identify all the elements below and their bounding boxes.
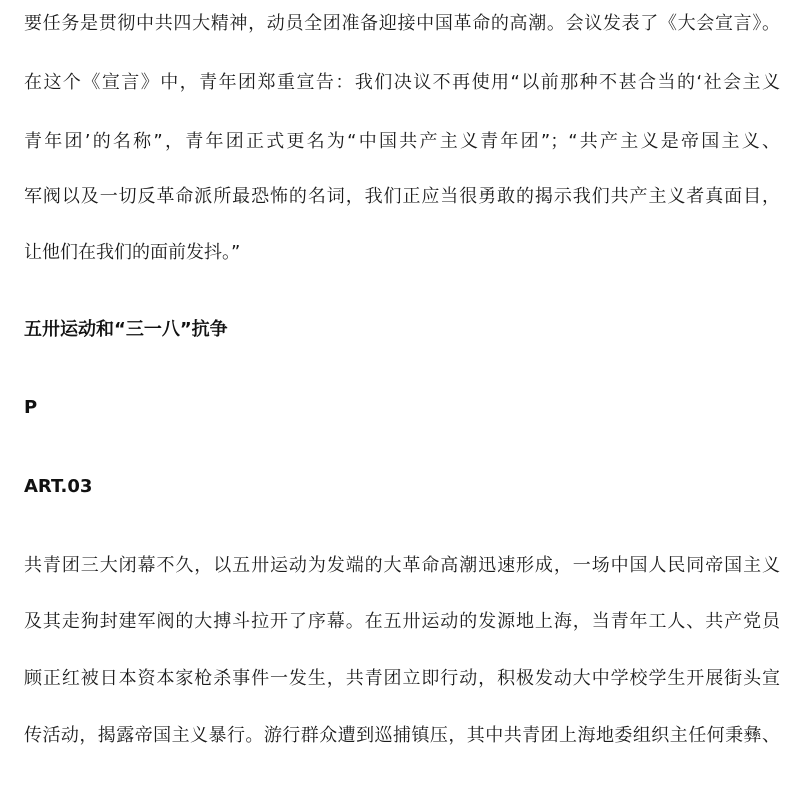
paragraph-2-line-4: 传活动，揭露帝国主义暴行。游行群众遭到巡捕镇压，其中共青团上海地委组织主任何秉彝、: [24, 725, 780, 746]
paragraph-1-line-2: 在这个《宣言》中，青年团郑重宣告：我们决议不再使用“以前那种不甚合当的‘社会主义: [24, 72, 780, 93]
paragraph-1-line-1: 要任务是贯彻中共四大精神，动员全团准备迎接中国革命的高潮。会议发表了《大会宣言》。: [24, 13, 780, 34]
paragraph-1-line-3: 青年团’的名称”，青年团正式更名为“中国共产主义青年团”；“共产主义是帝国主义、: [24, 131, 780, 152]
label-p: P: [24, 397, 38, 418]
section-heading: 五卅运动和“三一八”抗争: [24, 319, 228, 340]
paragraph-1-line-4: 军阀以及一切反革命派所最恐怖的名词，我们正应当很勇敢的揭示我们共产主义者真面目，: [24, 186, 780, 207]
label-art: ART.03: [24, 476, 93, 497]
paragraph-2-line-1: 共青团三大闭幕不久，以五卅运动为发端的大革命高潮迅速形成，一场中国人民同帝国主义: [24, 555, 780, 576]
paragraph-2-line-3: 顾正红被日本资本家枪杀事件一发生，共青团立即行动，积极发动大中学校学生开展街头宣: [24, 668, 780, 689]
paragraph-1-line-5: 让他们在我们的面前发抖。”: [24, 242, 241, 263]
paragraph-2-line-2: 及其走狗封建军阀的大搏斗拉开了序幕。在五卅运动的发源地上海，当青年工人、共产党员: [24, 611, 780, 632]
